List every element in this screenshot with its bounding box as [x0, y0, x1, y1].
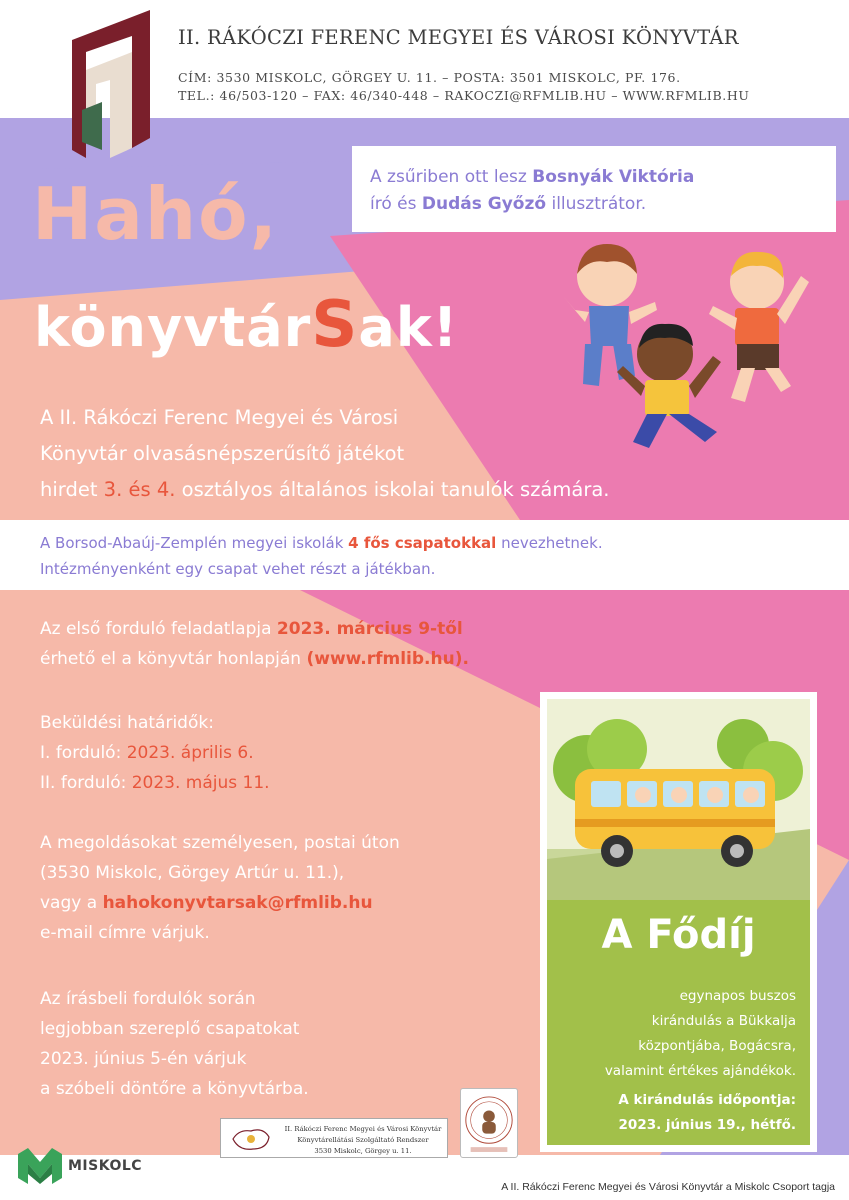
deadline-round-2 — [40, 768, 270, 798]
intro-line-3 — [40, 472, 610, 508]
footer-text: A II. Rákóczi Ferenc Megyei és Városi Könyvtár a Miskolc Csoport tagja — [501, 1181, 835, 1193]
submission-text — [40, 828, 400, 948]
submission-line-2: (3530 Miskolc, Görgey Artúr u. 11.), — [40, 863, 345, 883]
bear-seal-icon — [460, 1088, 518, 1158]
kid-boy-blond — [709, 252, 809, 402]
kid-boy-dark — [617, 324, 721, 448]
eligibility-a: A Borsod-Abaúj-Zemplén megyei iskolák — [40, 534, 349, 552]
first-round-line-2 — [40, 644, 469, 674]
final-text — [40, 984, 309, 1104]
eligibility-b: nevezhetnek. — [496, 534, 603, 552]
deadlines-heading: Beküldési határidők: — [40, 713, 214, 733]
eligibility-text — [40, 530, 603, 582]
jury-text-3: illusztrátor. — [546, 194, 647, 214]
round-1-label: I. forduló: — [40, 743, 127, 763]
jury-name-1: Bosnyák Viktória — [532, 167, 695, 187]
prize-title: A Fődíj — [601, 912, 756, 958]
first-round-text — [40, 614, 469, 674]
school-bus-illustration — [547, 699, 810, 900]
kszr-line-3: 3530 Miskolc, Görgey u. 11. — [314, 1147, 412, 1155]
submission-a: vagy a — [40, 893, 103, 913]
first-round-b: érhető el a könyvtár honlapján — [40, 649, 307, 669]
final-line-4: a szóbeli döntőre a könyvtárba. — [40, 1079, 309, 1099]
first-round-line-1 — [40, 614, 469, 644]
final-line-2: legjobban szereplő csapatokat — [40, 1019, 300, 1039]
intro-line-1: A II. Rákóczi Ferenc Megyei és Városi — [40, 406, 399, 429]
prize-line-3: központjába, Bogácsra, — [638, 1038, 796, 1054]
title-line-2 — [34, 288, 458, 362]
website-link[interactable]: (www.rfmlib.hu). — [306, 649, 469, 669]
intro-text-a: hirdet — [40, 478, 104, 501]
library-logo-icon — [62, 10, 154, 158]
round-2-label: II. forduló: — [40, 773, 132, 793]
kszr-line-1: II. Rákóczi Ferenc Megyei és Városi Könyvtár — [284, 1125, 442, 1133]
intro-and: és — [122, 478, 157, 501]
intro-line-2: Könyvtár olvasásnépszerűsítő játékot — [40, 442, 405, 465]
prize-description — [547, 984, 810, 1084]
first-round-date: 2023. március 9-től — [276, 619, 463, 639]
title-word-b: ak! — [358, 296, 459, 359]
grade-3: 3. — [103, 478, 123, 501]
final-line-1: Az írásbeli fordulók során — [40, 989, 256, 1009]
intro-text-b: osztályos általános iskolai tanulók számára. — [175, 478, 610, 501]
contact-line: TEL.: 46/503-120 – FAX: 46/340-448 – RAKOCZI@RFMLIB.HU – WWW.RFMLIB.HU — [178, 88, 750, 103]
submission-line-4: e-mail címre várjuk. — [40, 923, 210, 943]
submission-line-1: A megoldásokat személyesen, postai úton — [40, 833, 400, 853]
prize-line-1: egynapos buszos — [679, 988, 796, 1004]
title-word-a: könyvtár — [34, 296, 312, 359]
prize-line-2: kirándulás a Bükkalja — [651, 1013, 796, 1029]
title-line-1: Hahó, — [32, 172, 279, 256]
intro-text — [40, 400, 610, 508]
kszr-logo — [220, 1118, 448, 1158]
kszr-line-2: Könyvtárellátási Szolgáltató Rendszer — [297, 1136, 429, 1144]
eligibility-line-2: Intézményenként egy csapat vehet részt a játékban. — [40, 560, 436, 578]
trip-date — [547, 1088, 810, 1138]
title-letter-s: S — [311, 288, 359, 362]
deadlines — [40, 708, 270, 798]
round-2-date: 2023. május 11. — [131, 773, 270, 793]
jury-text-2: író és — [370, 194, 422, 214]
deadline-round-1 — [40, 738, 270, 768]
final-line-3: 2023. június 5-én várjuk — [40, 1049, 247, 1069]
jury-box — [352, 146, 836, 232]
grade-4: 4. — [156, 478, 176, 501]
county-map-icon — [229, 1125, 273, 1153]
trip-date-label: A kirándulás időpontja: — [618, 1092, 796, 1108]
prize-line-4: valamint értékes ajándékok. — [604, 1063, 796, 1079]
team-size: 4 fős csapatokkal — [348, 534, 497, 552]
email-link[interactable]: hahokonyvtarsak@rfmlib.hu — [102, 893, 373, 913]
jury-text-1: A zsűriben ott lesz — [370, 167, 533, 187]
miskolc-name: MISKOLC — [68, 1158, 143, 1174]
address-line: CÍM: 3530 MISKOLC, GÖRGEY U. 11. – POSTA: 3501 MISKOLC, PF. 176. — [178, 70, 681, 85]
eligibility-line-1 — [40, 530, 603, 556]
jury-name-2: Dudás Győző — [421, 194, 547, 214]
library-name: II. RÁKÓCZI FERENC MEGYEI ÉS VÁROSI KÖNYVTÁR — [178, 26, 739, 49]
trip-date-value: 2023. június 19., hétfő. — [618, 1117, 796, 1133]
miskolc-logo-icon — [18, 1148, 62, 1184]
round-1-date: 2023. április 6. — [126, 743, 254, 763]
first-round-a: Az első forduló feladatlapja — [40, 619, 277, 639]
submission-line-3 — [40, 888, 400, 918]
